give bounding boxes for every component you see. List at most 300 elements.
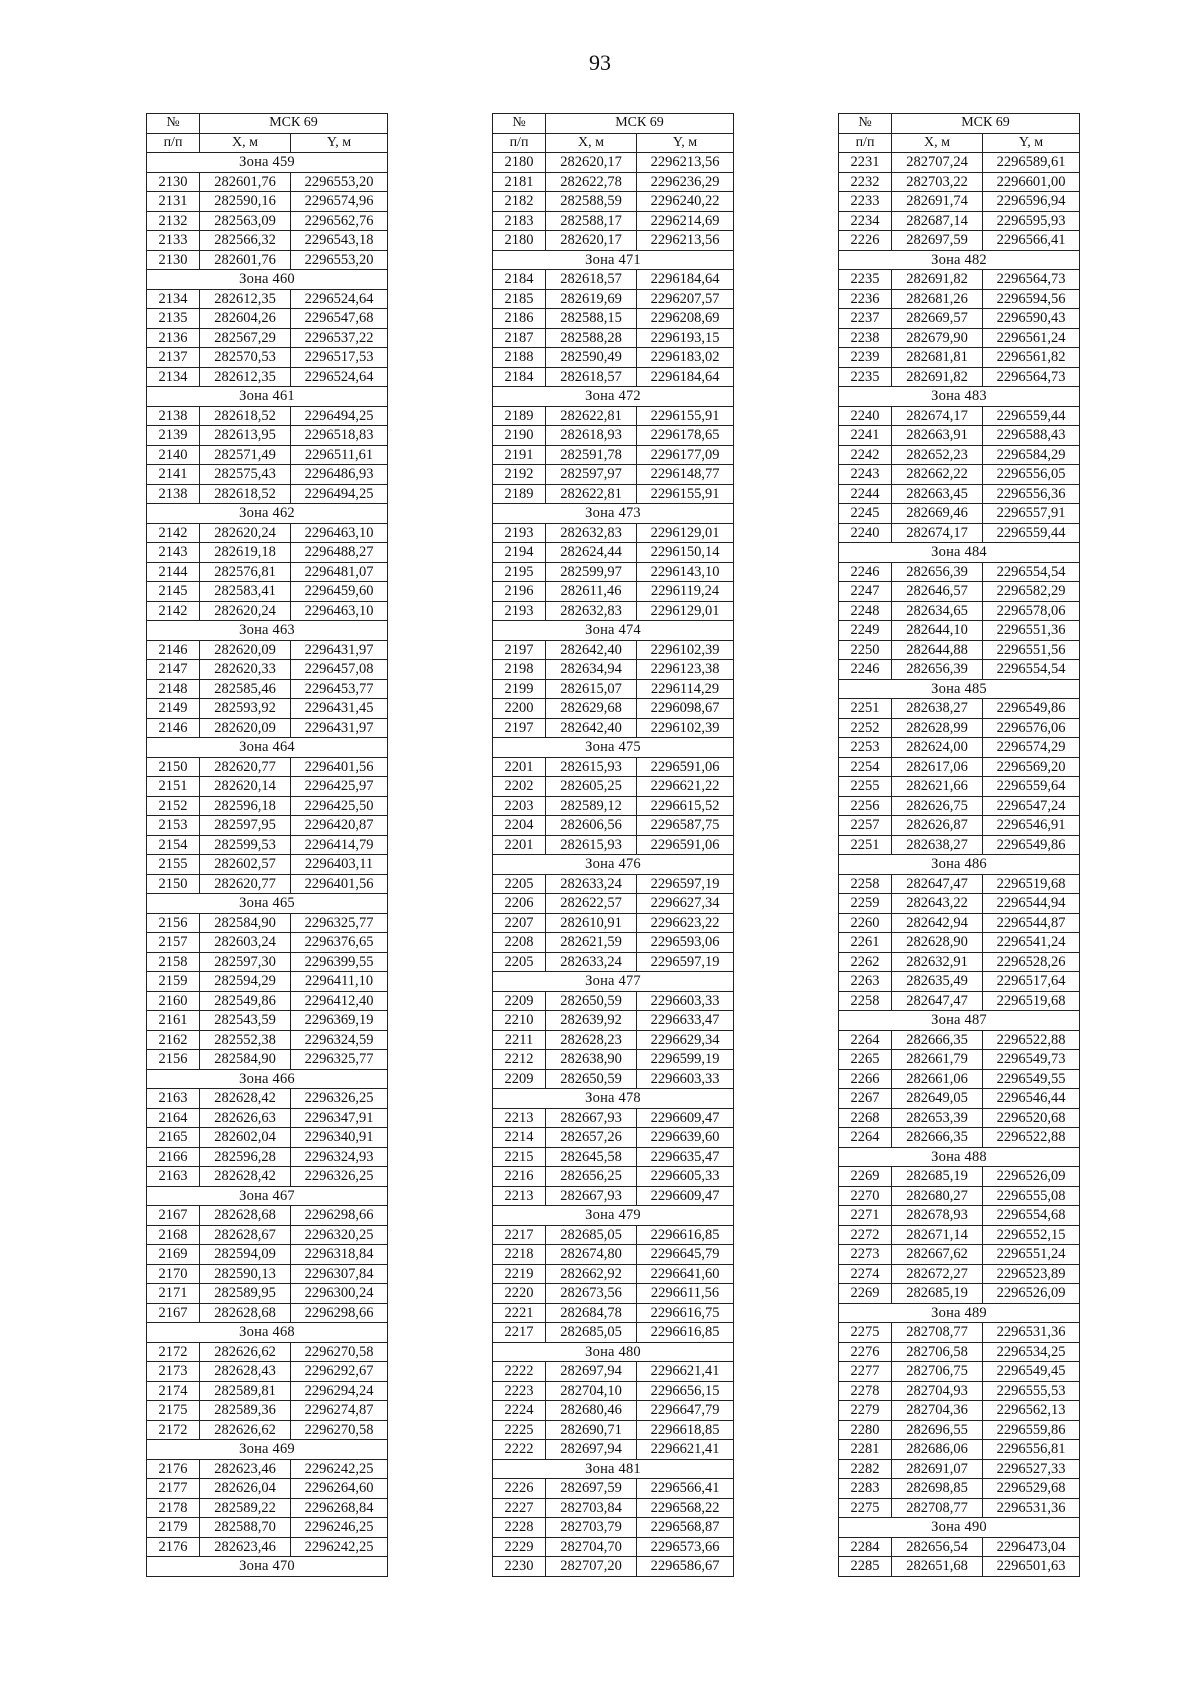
y-coordinate: 2296569,20 [983,757,1080,777]
point-row [839,699,1080,719]
point-number: 2243 [839,465,892,485]
point-row [147,1011,388,1031]
x-coordinate: 282612,35 [200,289,291,309]
y-coordinate: 2296178,65 [637,426,734,446]
x-coordinate: 282651,68 [892,1557,983,1577]
x-coordinate: 282571,49 [200,445,291,465]
zone-header: Зона 463 [147,621,388,641]
zone-row [147,738,388,758]
zone-header: Зона 486 [839,855,1080,875]
y-coordinate: 2296184,64 [637,270,734,290]
point-row [493,1186,734,1206]
point-row [147,562,388,582]
point-row [493,640,734,660]
point-row [839,972,1080,992]
num-subheader: п/п [839,133,892,153]
point-number: 2154 [147,835,200,855]
point-row [839,874,1080,894]
y-coordinate: 2296627,34 [637,894,734,914]
x-coordinate: 282624,00 [892,738,983,758]
point-number: 2205 [493,952,546,972]
point-row [147,1303,388,1323]
y-coordinate: 2296597,19 [637,952,734,972]
point-row [839,1557,1080,1577]
point-number: 2196 [493,582,546,602]
x-coordinate: 282585,46 [200,679,291,699]
point-row [493,679,734,699]
x-coordinate: 282707,24 [892,153,983,173]
x-coordinate: 282588,70 [200,1518,291,1538]
zone-header: Зона 467 [147,1186,388,1206]
point-row [839,933,1080,953]
x-coordinate: 282618,52 [200,484,291,504]
point-number: 2194 [493,543,546,563]
x-coordinate: 282704,10 [546,1381,637,1401]
point-row [147,1225,388,1245]
y-coordinate: 2296559,44 [983,406,1080,426]
x-coordinate: 282626,87 [892,816,983,836]
point-number: 2233 [839,192,892,212]
x-coordinate: 282615,93 [546,757,637,777]
point-row [839,192,1080,212]
x-coordinate: 282618,93 [546,426,637,446]
zone-header: Зона 462 [147,504,388,524]
x-coordinate: 282680,27 [892,1186,983,1206]
y-coordinate: 2296551,24 [983,1245,1080,1265]
point-row [839,1284,1080,1304]
point-row [147,426,388,446]
x-coordinate: 282588,28 [546,328,637,348]
point-row [147,348,388,368]
point-number: 2149 [147,699,200,719]
zone-header: Зона 484 [839,543,1080,563]
point-row [839,835,1080,855]
point-number: 2163 [147,1167,200,1187]
point-number: 2242 [839,445,892,465]
point-row [839,1069,1080,1089]
x-coordinate: 282626,04 [200,1479,291,1499]
point-number: 2275 [839,1498,892,1518]
point-row [839,1362,1080,1382]
x-coordinate: 282706,58 [892,1342,983,1362]
num-subheader: п/п [493,133,546,153]
point-number: 2257 [839,816,892,836]
y-coordinate: 2296517,64 [983,972,1080,992]
point-row [839,1225,1080,1245]
y-coordinate: 2296618,85 [637,1420,734,1440]
y-coordinate: 2296347,91 [291,1108,388,1128]
y-coordinate: 2296242,25 [291,1537,388,1557]
x-coordinate: 282656,39 [892,562,983,582]
point-number: 2146 [147,640,200,660]
x-coordinate: 282597,95 [200,816,291,836]
point-number: 2275 [839,1323,892,1343]
zone-header: Зона 468 [147,1323,388,1343]
point-number: 2201 [493,757,546,777]
zone-row [147,153,388,173]
x-coordinate: 282633,24 [546,952,637,972]
point-row [839,738,1080,758]
point-number: 2245 [839,504,892,524]
x-coordinate: 282613,95 [200,426,291,446]
point-number: 2259 [839,894,892,914]
y-coordinate: 2296639,60 [637,1128,734,1148]
point-row [147,1050,388,1070]
x-coordinate: 282697,59 [892,231,983,251]
x-coordinate: 282646,57 [892,582,983,602]
x-coordinate: 282632,91 [892,952,983,972]
y-coordinate: 2296425,50 [291,796,388,816]
y-coordinate: 2296527,33 [983,1459,1080,1479]
point-number: 2163 [147,1089,200,1109]
point-row [147,972,388,992]
point-row [493,562,734,582]
point-number: 2172 [147,1420,200,1440]
x-coordinate: 282663,45 [892,484,983,504]
y-coordinate: 2296208,69 [637,309,734,329]
x-coordinate: 282583,41 [200,582,291,602]
y-coordinate: 2296549,73 [983,1050,1080,1070]
y-coordinate: 2296340,91 [291,1128,388,1148]
x-coordinate: 282575,43 [200,465,291,485]
point-number: 2265 [839,1050,892,1070]
point-number: 2264 [839,1128,892,1148]
x-coordinate: 282602,04 [200,1128,291,1148]
point-row [147,465,388,485]
y-coordinate: 2296647,79 [637,1401,734,1421]
point-row [493,601,734,621]
coordinates-table-right [838,113,1080,1577]
zone-row [839,387,1080,407]
point-number: 2138 [147,406,200,426]
point-row [839,777,1080,797]
x-coordinate: 282591,78 [546,445,637,465]
point-row [147,250,388,270]
point-row [493,913,734,933]
point-number: 2225 [493,1420,546,1440]
point-number: 2266 [839,1069,892,1089]
x-coordinate: 282647,47 [892,991,983,1011]
x-coordinate: 282615,07 [546,679,637,699]
x-coordinate: 282681,26 [892,289,983,309]
point-row [147,816,388,836]
point-row [147,1245,388,1265]
y-coordinate: 2296549,86 [983,835,1080,855]
y-coordinate: 2296326,25 [291,1167,388,1187]
zone-row [839,250,1080,270]
point-row [839,640,1080,660]
zone-row [493,972,734,992]
point-row [493,309,734,329]
point-number: 2249 [839,621,892,641]
x-coordinate: 282618,52 [200,406,291,426]
x-coordinate: 282674,17 [892,523,983,543]
y-coordinate: 2296412,40 [291,991,388,1011]
x-coordinate: 282661,06 [892,1069,983,1089]
y-coordinate: 2296270,58 [291,1342,388,1362]
x-coordinate: 282603,24 [200,933,291,953]
point-number: 2161 [147,1011,200,1031]
x-coordinate: 282674,80 [546,1245,637,1265]
y-coordinate: 2296114,29 [637,679,734,699]
x-coordinate: 282632,83 [546,601,637,621]
point-number: 2169 [147,1245,200,1265]
point-number: 2188 [493,348,546,368]
x-coordinate: 282588,17 [546,211,637,231]
y-coordinate: 2296531,36 [983,1498,1080,1518]
x-coordinate: 282596,18 [200,796,291,816]
x-coordinate: 282698,85 [892,1479,983,1499]
point-row [147,1479,388,1499]
point-row [493,796,734,816]
x-coordinate: 282620,24 [200,523,291,543]
point-number: 2156 [147,1050,200,1070]
y-coordinate: 2296551,56 [983,640,1080,660]
point-number: 2130 [147,172,200,192]
zone-header: Зона 490 [839,1518,1080,1538]
zone-row [493,855,734,875]
x-coordinate: 282671,14 [892,1225,983,1245]
point-number: 2141 [147,465,200,485]
y-coordinate: 2296593,06 [637,933,734,953]
point-number: 2202 [493,777,546,797]
point-row [493,406,734,426]
point-row [493,1303,734,1323]
x-coordinate: 282703,22 [892,172,983,192]
point-number: 2139 [147,426,200,446]
y-coordinate: 2296431,97 [291,718,388,738]
x-coordinate: 282597,30 [200,952,291,972]
x-coordinate: 282620,77 [200,874,291,894]
y-coordinate: 2296292,67 [291,1362,388,1382]
point-number: 2232 [839,172,892,192]
point-row [147,484,388,504]
point-number: 2216 [493,1167,546,1187]
x-header: X, м [200,133,291,153]
point-row [839,484,1080,504]
y-coordinate: 2296177,09 [637,445,734,465]
y-coordinate: 2296098,67 [637,699,734,719]
point-row [493,1362,734,1382]
point-number: 2210 [493,1011,546,1031]
x-coordinate: 282610,91 [546,913,637,933]
point-row [493,1479,734,1499]
zone-row [147,1186,388,1206]
y-coordinate: 2296129,01 [637,601,734,621]
point-row [839,562,1080,582]
y-coordinate: 2296494,25 [291,406,388,426]
x-coordinate: 282638,90 [546,1050,637,1070]
zone-header: Зона 474 [493,621,734,641]
point-number: 2219 [493,1264,546,1284]
point-number: 2145 [147,582,200,602]
point-row [839,367,1080,387]
y-coordinate: 2296463,10 [291,523,388,543]
y-coordinate: 2296325,77 [291,1050,388,1070]
zone-row [839,1518,1080,1538]
zone-header: Зона 465 [147,894,388,914]
y-coordinate: 2296524,64 [291,289,388,309]
point-row [147,367,388,387]
point-row [839,1342,1080,1362]
y-coordinate: 2296207,57 [637,289,734,309]
point-number: 2235 [839,270,892,290]
y-coordinate: 2296611,56 [637,1284,734,1304]
point-number: 2255 [839,777,892,797]
point-row [493,426,734,446]
point-number: 2171 [147,1284,200,1304]
point-row [147,1128,388,1148]
x-coordinate: 282704,36 [892,1401,983,1421]
header-row [493,133,734,153]
y-coordinate: 2296603,33 [637,991,734,1011]
point-row [147,952,388,972]
point-number: 2198 [493,660,546,680]
point-row [839,894,1080,914]
y-coordinate: 2296155,91 [637,484,734,504]
x-coordinate: 282589,22 [200,1498,291,1518]
point-number: 2133 [147,231,200,251]
point-row [147,582,388,602]
x-coordinate: 282661,79 [892,1050,983,1070]
point-row [147,699,388,719]
x-coordinate: 282622,57 [546,894,637,914]
point-number: 2258 [839,991,892,1011]
x-coordinate: 282666,35 [892,1030,983,1050]
point-number: 2237 [839,309,892,329]
point-number: 2204 [493,816,546,836]
point-number: 2213 [493,1186,546,1206]
point-number: 2254 [839,757,892,777]
point-row [493,835,734,855]
y-coordinate: 2296554,68 [983,1206,1080,1226]
y-coordinate: 2296501,63 [983,1557,1080,1577]
num-header: № [839,114,892,134]
x-coordinate: 282628,42 [200,1089,291,1109]
y-coordinate: 2296566,41 [637,1479,734,1499]
x-coordinate: 282667,93 [546,1108,637,1128]
point-row [839,328,1080,348]
y-coordinate: 2296481,07 [291,562,388,582]
point-row [839,231,1080,251]
point-row [839,1186,1080,1206]
point-row [147,1167,388,1187]
point-row [839,1440,1080,1460]
x-coordinate: 282638,27 [892,699,983,719]
x-coordinate: 282622,78 [546,172,637,192]
point-number: 2215 [493,1147,546,1167]
y-coordinate: 2296411,10 [291,972,388,992]
x-coordinate: 282596,28 [200,1147,291,1167]
y-coordinate: 2296184,64 [637,367,734,387]
point-row [493,367,734,387]
point-row [147,777,388,797]
point-row [839,211,1080,231]
point-number: 2262 [839,952,892,972]
point-row [839,1323,1080,1343]
point-number: 2197 [493,640,546,660]
point-row [493,543,734,563]
point-number: 2174 [147,1381,200,1401]
y-coordinate: 2296494,25 [291,484,388,504]
point-number: 2172 [147,1342,200,1362]
y-coordinate: 2296544,94 [983,894,1080,914]
point-row [493,1401,734,1421]
point-row [147,1342,388,1362]
y-coordinate: 2296561,24 [983,328,1080,348]
point-row [147,406,388,426]
point-row [493,1264,734,1284]
point-row [493,153,734,173]
point-number: 2263 [839,972,892,992]
x-coordinate: 282543,59 [200,1011,291,1031]
x-coordinate: 282605,25 [546,777,637,797]
y-coordinate: 2296543,18 [291,231,388,251]
point-row [839,1498,1080,1518]
y-coordinate: 2296376,65 [291,933,388,953]
point-row [493,991,734,1011]
zone-row [493,1206,734,1226]
y-coordinate: 2296629,34 [637,1030,734,1050]
y-coordinate: 2296603,33 [637,1069,734,1089]
x-coordinate: 282628,43 [200,1362,291,1382]
zone-row [839,543,1080,563]
x-coordinate: 282673,56 [546,1284,637,1304]
y-coordinate: 2296547,68 [291,309,388,329]
point-row [493,777,734,797]
y-coordinate: 2296264,60 [291,1479,388,1499]
x-coordinate: 282606,56 [546,816,637,836]
point-row [839,1459,1080,1479]
y-coordinate: 2296557,91 [983,504,1080,524]
point-row [147,601,388,621]
y-coordinate: 2296589,61 [983,153,1080,173]
y-coordinate: 2296559,64 [983,777,1080,797]
x-coordinate: 282588,15 [546,309,637,329]
point-number: 2222 [493,1440,546,1460]
y-coordinate: 2296534,25 [983,1342,1080,1362]
y-coordinate: 2296609,47 [637,1186,734,1206]
y-coordinate: 2296547,24 [983,796,1080,816]
x-coordinate: 282703,84 [546,1498,637,1518]
point-row [147,1206,388,1226]
point-row [147,523,388,543]
y-coordinate: 2296274,87 [291,1401,388,1421]
point-number: 2226 [839,231,892,251]
y-coordinate: 2296369,19 [291,1011,388,1031]
y-coordinate: 2296102,39 [637,640,734,660]
point-row [839,1206,1080,1226]
y-coordinate: 2296609,47 [637,1108,734,1128]
point-number: 2152 [147,796,200,816]
y-coordinate: 2296431,97 [291,640,388,660]
system-header: МСК 69 [892,114,1080,134]
point-number: 2277 [839,1362,892,1382]
point-number: 2236 [839,289,892,309]
point-row [839,153,1080,173]
point-number: 2180 [493,153,546,173]
point-row [493,582,734,602]
point-row [839,1089,1080,1109]
x-coordinate: 282703,79 [546,1518,637,1538]
x-coordinate: 282642,40 [546,718,637,738]
x-coordinate: 282594,09 [200,1245,291,1265]
point-number: 2183 [493,211,546,231]
x-header: X, м [892,133,983,153]
x-coordinate: 282634,65 [892,601,983,621]
point-number: 2217 [493,1323,546,1343]
point-number: 2246 [839,660,892,680]
